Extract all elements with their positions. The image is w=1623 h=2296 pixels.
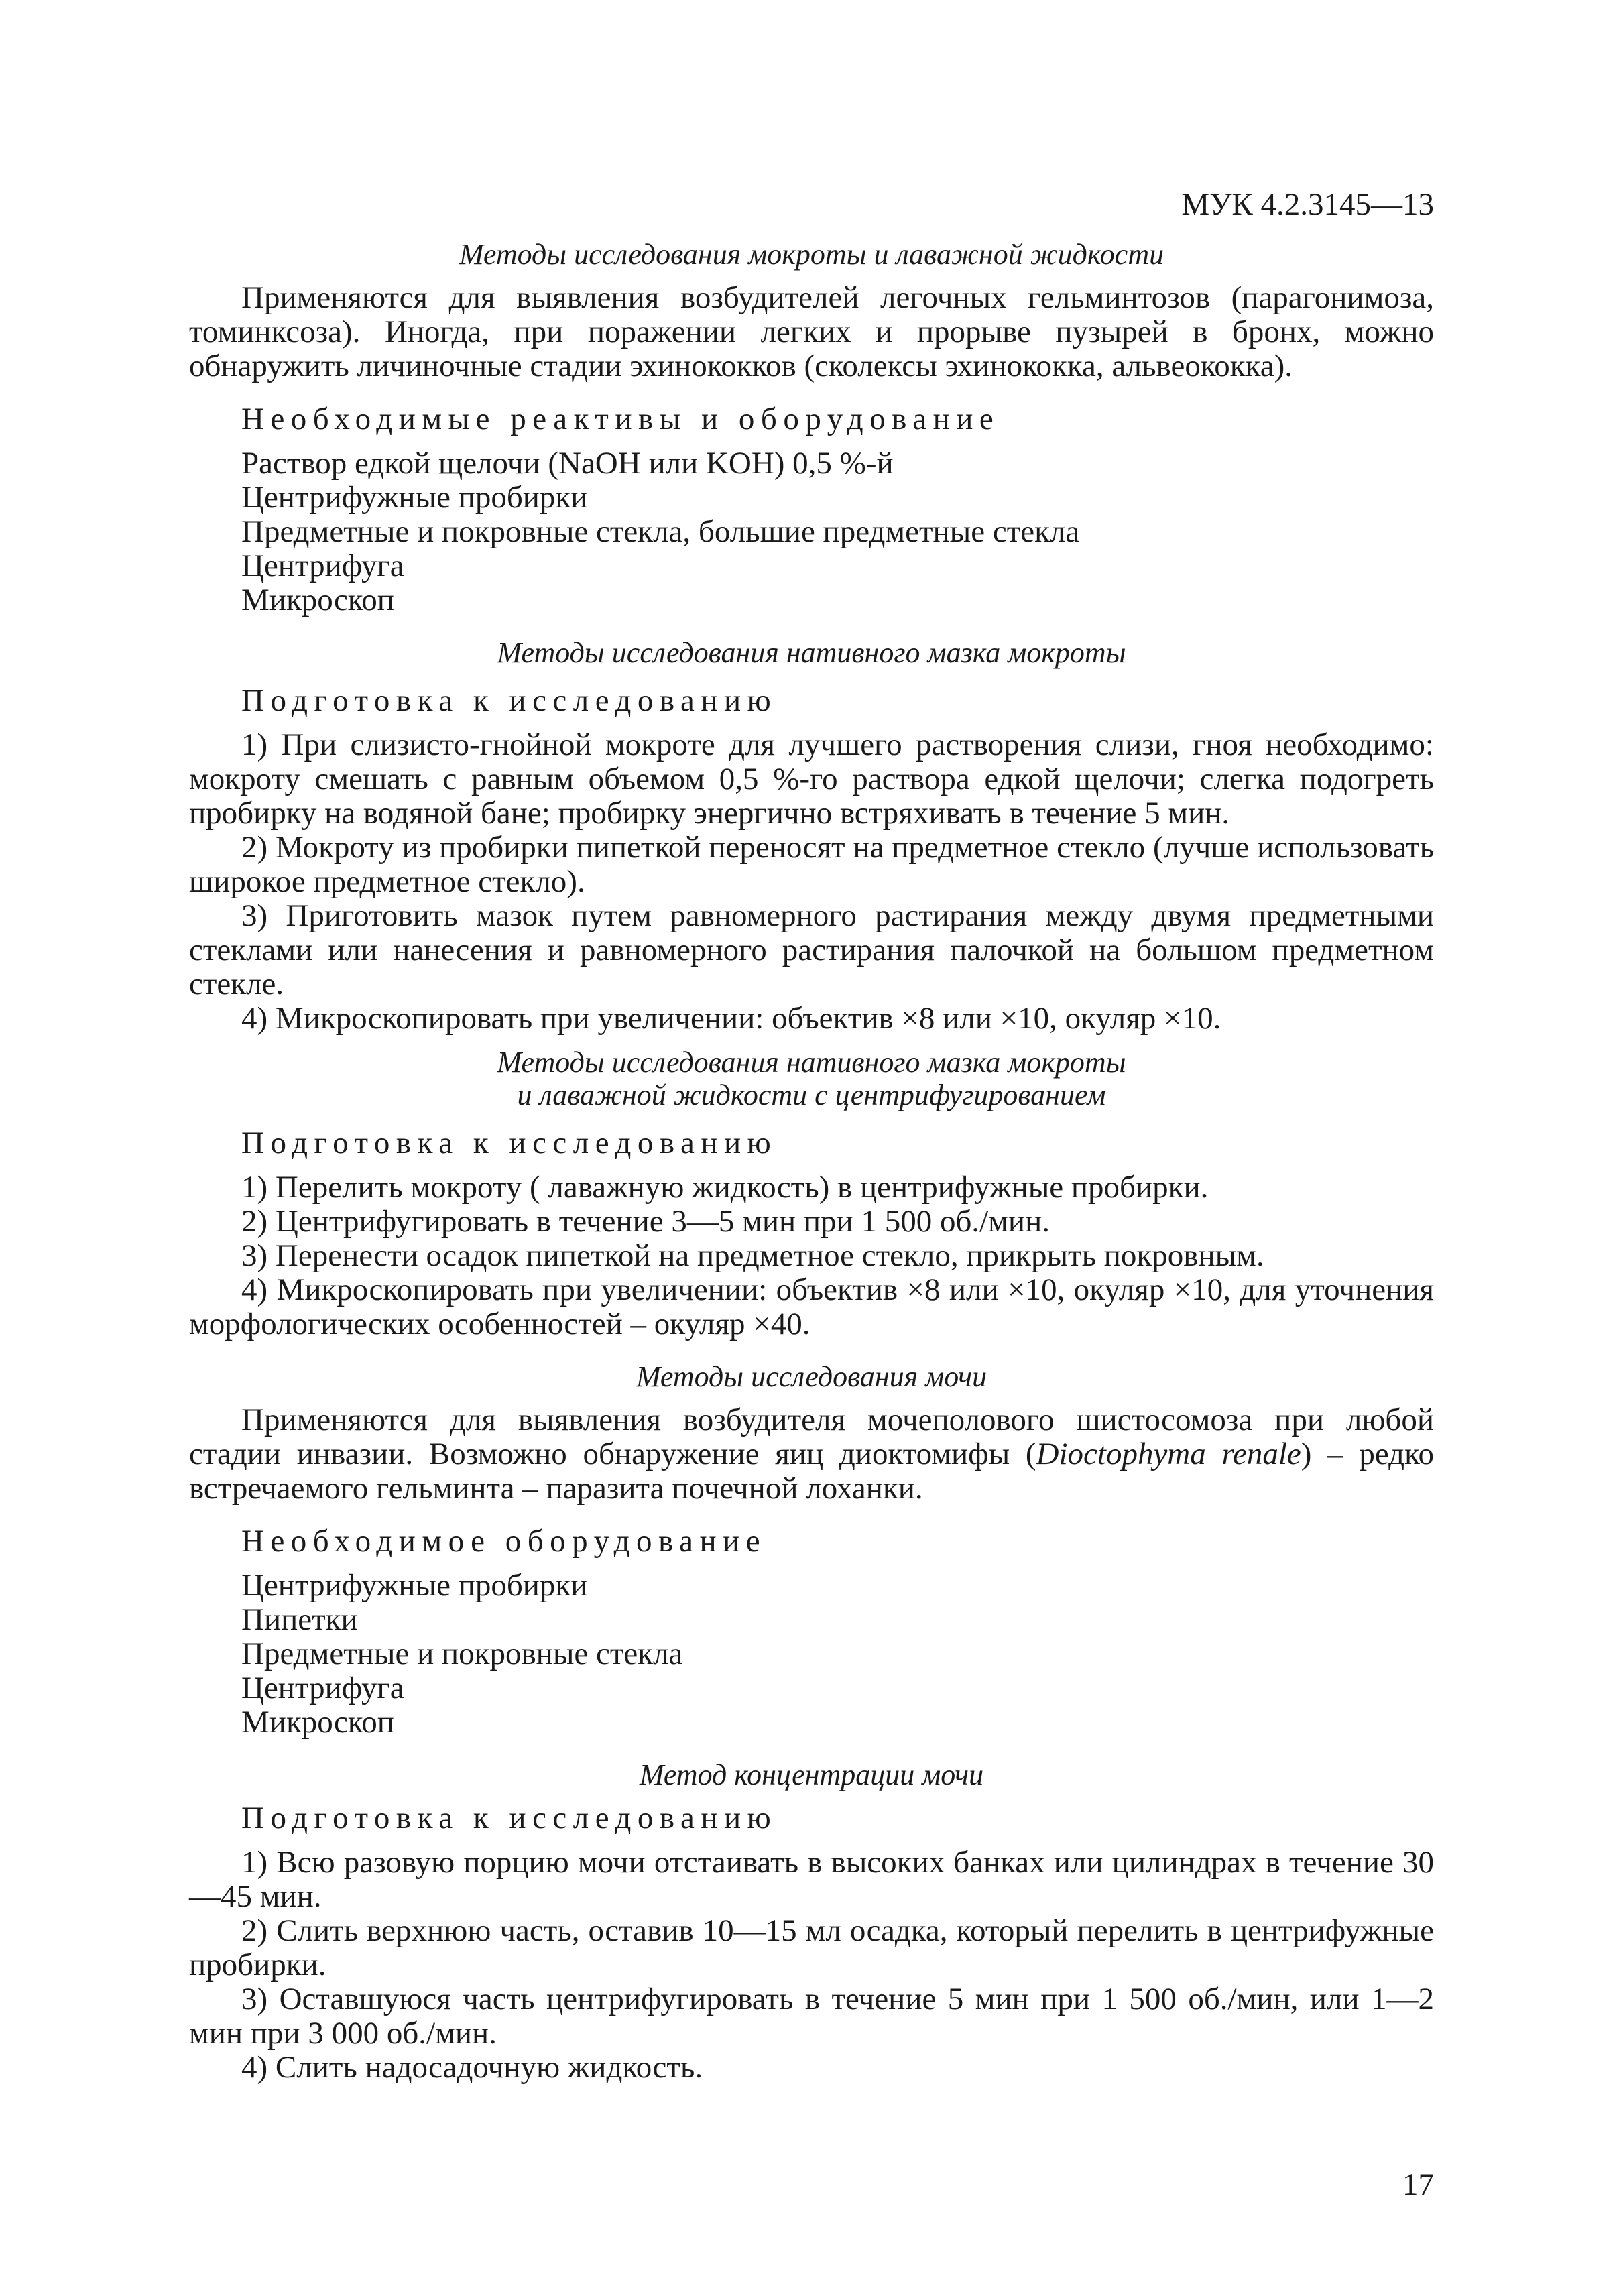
equipment-item: Центрифужные пробирки xyxy=(241,1568,588,1603)
prep-heading: Подготовка к исследованию xyxy=(241,683,778,718)
step-item: 2) Центрифугировать в течение 3—5 мин при 1 500 об./мин. xyxy=(241,1204,1050,1239)
step-item: 4) Микроскопировать при увеличении: объектив ×8 или ×10, окуляр ×10. xyxy=(241,1001,1221,1036)
equipment-item: Пипетки xyxy=(241,1602,358,1637)
reagent-item: Раствор едкой щелочи (NaOH или KOH) 0,5 %-й xyxy=(241,446,894,481)
section-title-native-smear: Методы исследования нативного мазка мокроты xyxy=(497,636,1126,669)
equipment-item: Центрифуга xyxy=(241,1671,404,1705)
step-item: 3) Оставшуюся часть центрифугировать в течение 5 мин при 1 500 об./мин, или 1—2 мин при 3 000 об./мин. xyxy=(189,1982,1434,2051)
urine-intro-paragraph xyxy=(189,1403,1434,1506)
page-content xyxy=(189,238,1434,2085)
section-title-centrifuge-line1: Методы исследования нативного мазка мокроты xyxy=(497,1046,1126,1079)
section-title-centrifuge-line2: и лаважной жидкости с центрифугированием xyxy=(517,1079,1106,1111)
reagent-item: Микроскоп xyxy=(241,583,394,617)
equipment-heading: Необходимое оборудование xyxy=(241,1524,767,1559)
reagent-item: Центрифуга xyxy=(241,548,404,583)
step-item: 3) Перенести осадок пипеткой на предметное стекло, прикрыть покровным. xyxy=(241,1238,1264,1273)
latin-species-name: Dioctophyma renale xyxy=(1036,1437,1301,1471)
section-title-sputum-methods: Методы исследования мокроты и лаважной жидкости xyxy=(459,238,1164,271)
step-item: 1) Перелить мокроту ( лаважную жидкость) в центрифужные пробирки. xyxy=(241,1170,1209,1205)
prep-heading: Подготовка к исследованию xyxy=(241,1126,778,1160)
reagent-item: Центрифужные пробирки xyxy=(241,480,588,515)
step-item: 2) Мокроту из пробирки пипеткой переносят на предметное стекло (лучше использовать широкое предметное стекло). xyxy=(189,830,1434,899)
prep-heading: Подготовка к исследованию xyxy=(241,1801,778,1835)
reagent-item: Предметные и покровные стекла, большие предметные стекла xyxy=(241,514,1080,549)
urine-intro-part2: ) – редко встречаемого гельминта – паразита почечной лоханки. xyxy=(189,1437,1434,1506)
step-item: 1) Всю разовую порцию мочи отстаивать в высоких банках или цилиндрах в течение 30—45 мин. xyxy=(189,1845,1434,1914)
section-title-urine-methods: Методы исследования мочи xyxy=(636,1360,987,1393)
urine-intro-part1: Применяются для выявления возбудителя мочеполового шистосомоза при любой стадии инвазии. Возможно обнаружение яиц диоктомифы ( xyxy=(189,1402,1434,1471)
sputum-intro-paragraph: Применяются для выявления возбудителей легочных гельминтозов (парагонимоза, томинксоза). Иногда, при поражении легких и прорыве пузырей в бронх, можно обнаружить личиночные стадии эхинококков (сколексы эхинококка, альвеококка). xyxy=(189,280,1434,383)
step-item: 3) Приготовить мазок путем равномерного растирания между двумя предметными стеклами или нанесения и равномерного растирания палочкой на большом предметном стекле. xyxy=(189,898,1434,1002)
step-item: 1) При слизисто-гнойной мокроте для лучшего растворения слизи, гноя необходимо: мокроту смешать с равным объемом 0,5 %-го раствора едкой щелочи; слегка подогреть пробирку на водяной бане; пробирку энергично встряхивать в течение 5 мин. xyxy=(189,727,1434,831)
page-number: 17 xyxy=(1402,2167,1434,2202)
step-item: 4) Слить надосадочную жидкость. xyxy=(241,2050,703,2085)
step-item: 2) Слить верхнюю часть, оставив 10—15 мл осадка, который перелить в центрифужные пробирки. xyxy=(189,1913,1434,1982)
document-code: МУК 4.2.3145—13 xyxy=(1181,187,1434,222)
step-item: 4) Микроскопировать при увеличении: объектив ×8 или ×10, окуляр ×10, для уточнения морфологических особенностей – окуляр ×40. xyxy=(189,1272,1434,1341)
reagents-heading: Необходимые реактивы и оборудование xyxy=(241,402,1000,436)
section-title-urine-concentration: Метод концентрации мочи xyxy=(639,1758,984,1791)
equipment-item: Микроскоп xyxy=(241,1705,394,1740)
equipment-item: Предметные и покровные стекла xyxy=(241,1636,683,1671)
